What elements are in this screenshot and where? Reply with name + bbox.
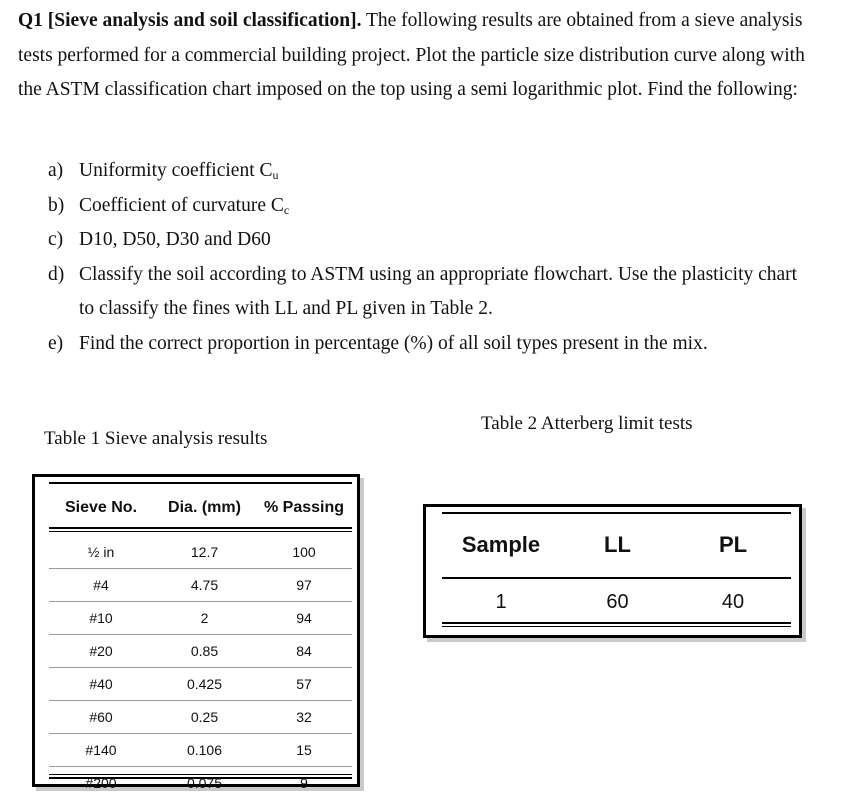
task-text: Uniformity coefficient C (79, 160, 273, 181)
cell-percent-passing: 57 (296, 676, 312, 692)
atterberg-limits-table (423, 504, 802, 638)
task-subscript: u (272, 168, 279, 182)
cell-plastic-limit: 40 (721, 590, 745, 613)
table-row (49, 569, 352, 602)
cell-percent-passing: 15 (296, 742, 312, 758)
task-item (48, 189, 808, 224)
table1-caption: Table 1 Sieve analysis results (44, 428, 268, 449)
cell-diameter: 4.75 (190, 577, 219, 593)
task-item (48, 258, 808, 327)
table-header-row (442, 525, 791, 565)
cell-sieve-no: #40 (89, 676, 113, 692)
table-row (49, 734, 352, 767)
cell-percent-passing: 97 (296, 577, 312, 593)
cell-sieve-no: #60 (89, 709, 113, 725)
task-marker: a) (48, 160, 64, 181)
header-diameter: Dia. (mm) (168, 499, 241, 516)
table-row (49, 668, 352, 701)
table-rule (442, 577, 791, 579)
question-text: The following results are obtained from a sieve analysis tests performed for a commercial building project. Plot the particle size distribution curve along with the ASTM classification chart imposed on the top using a semi logarithmic plot. Find the following: (18, 10, 805, 100)
table-row (49, 701, 352, 734)
header-sample: Sample (461, 532, 541, 557)
cell-diameter: 0.425 (186, 676, 223, 692)
table-rule (49, 531, 352, 532)
cell-sieve-no: #200 (85, 775, 117, 791)
header-sieve-no: Sieve No. (64, 499, 138, 516)
cell-percent-passing: 9 (300, 775, 308, 791)
table-rule (49, 777, 352, 779)
cell-sieve-no: #140 (85, 742, 117, 758)
cell-sieve-no: #10 (89, 610, 113, 626)
table-rule (442, 512, 791, 514)
table-rule (442, 626, 791, 627)
cell-diameter: 0.106 (186, 742, 223, 758)
task-text: Classify the soil according to ASTM using an appropriate flowchart. Use the plasticity chart to classify the fines with LL and PL given in Table 2. (79, 263, 798, 319)
table-row (49, 767, 352, 799)
task-marker: c) (48, 229, 64, 250)
cell-sieve-no: ½ in (87, 544, 115, 560)
task-marker: e) (48, 332, 64, 354)
table-header-row (49, 489, 352, 529)
cell-diameter: 0.075 (186, 775, 223, 791)
cell-diameter: 12.7 (190, 544, 219, 560)
task-item (48, 327, 808, 362)
cell-sample: 1 (495, 590, 507, 613)
task-subscript: c (283, 202, 290, 217)
cell-percent-passing: 84 (296, 643, 312, 659)
task-list (48, 154, 808, 361)
cell-diameter: 0.85 (190, 643, 219, 659)
cell-percent-passing: 32 (296, 709, 312, 725)
header-liquid-limit: LL (604, 532, 631, 557)
table2-caption: Table 2 Atterberg limit tests (481, 413, 693, 434)
cell-sieve-no: #4 (93, 577, 109, 593)
task-text: Find the correct proportion in percentage (%) of all soil types present in the mix. (79, 332, 708, 354)
cell-diameter: 2 (200, 610, 209, 626)
table-row (442, 585, 791, 619)
task-marker: b) (48, 194, 65, 216)
table-body (49, 536, 352, 799)
table-row (49, 536, 352, 569)
task-item (48, 154, 808, 189)
table-rule (49, 774, 352, 775)
table-rule (442, 622, 791, 624)
table-row (49, 635, 352, 668)
cell-sieve-no: #20 (89, 643, 113, 659)
task-text: Coefficient of curvature C (79, 194, 284, 216)
task-text: D10, D50, D30 and D60 (79, 229, 271, 250)
question-title: Q1 [Sieve analysis and soil classification]. (18, 10, 362, 31)
task-marker: d) (48, 263, 65, 285)
task-item (48, 223, 808, 258)
cell-percent-passing: 100 (292, 544, 316, 560)
sieve-analysis-table (32, 474, 360, 791)
question-paragraph (18, 4, 818, 108)
cell-liquid-limit: 60 (606, 590, 629, 613)
header-percent-passing: % Passing (263, 499, 345, 516)
header-plastic-limit: PL (718, 532, 748, 557)
cell-diameter: 0.25 (190, 709, 219, 725)
table-rule (49, 482, 352, 484)
table-row (49, 602, 352, 635)
cell-percent-passing: 94 (296, 610, 312, 626)
